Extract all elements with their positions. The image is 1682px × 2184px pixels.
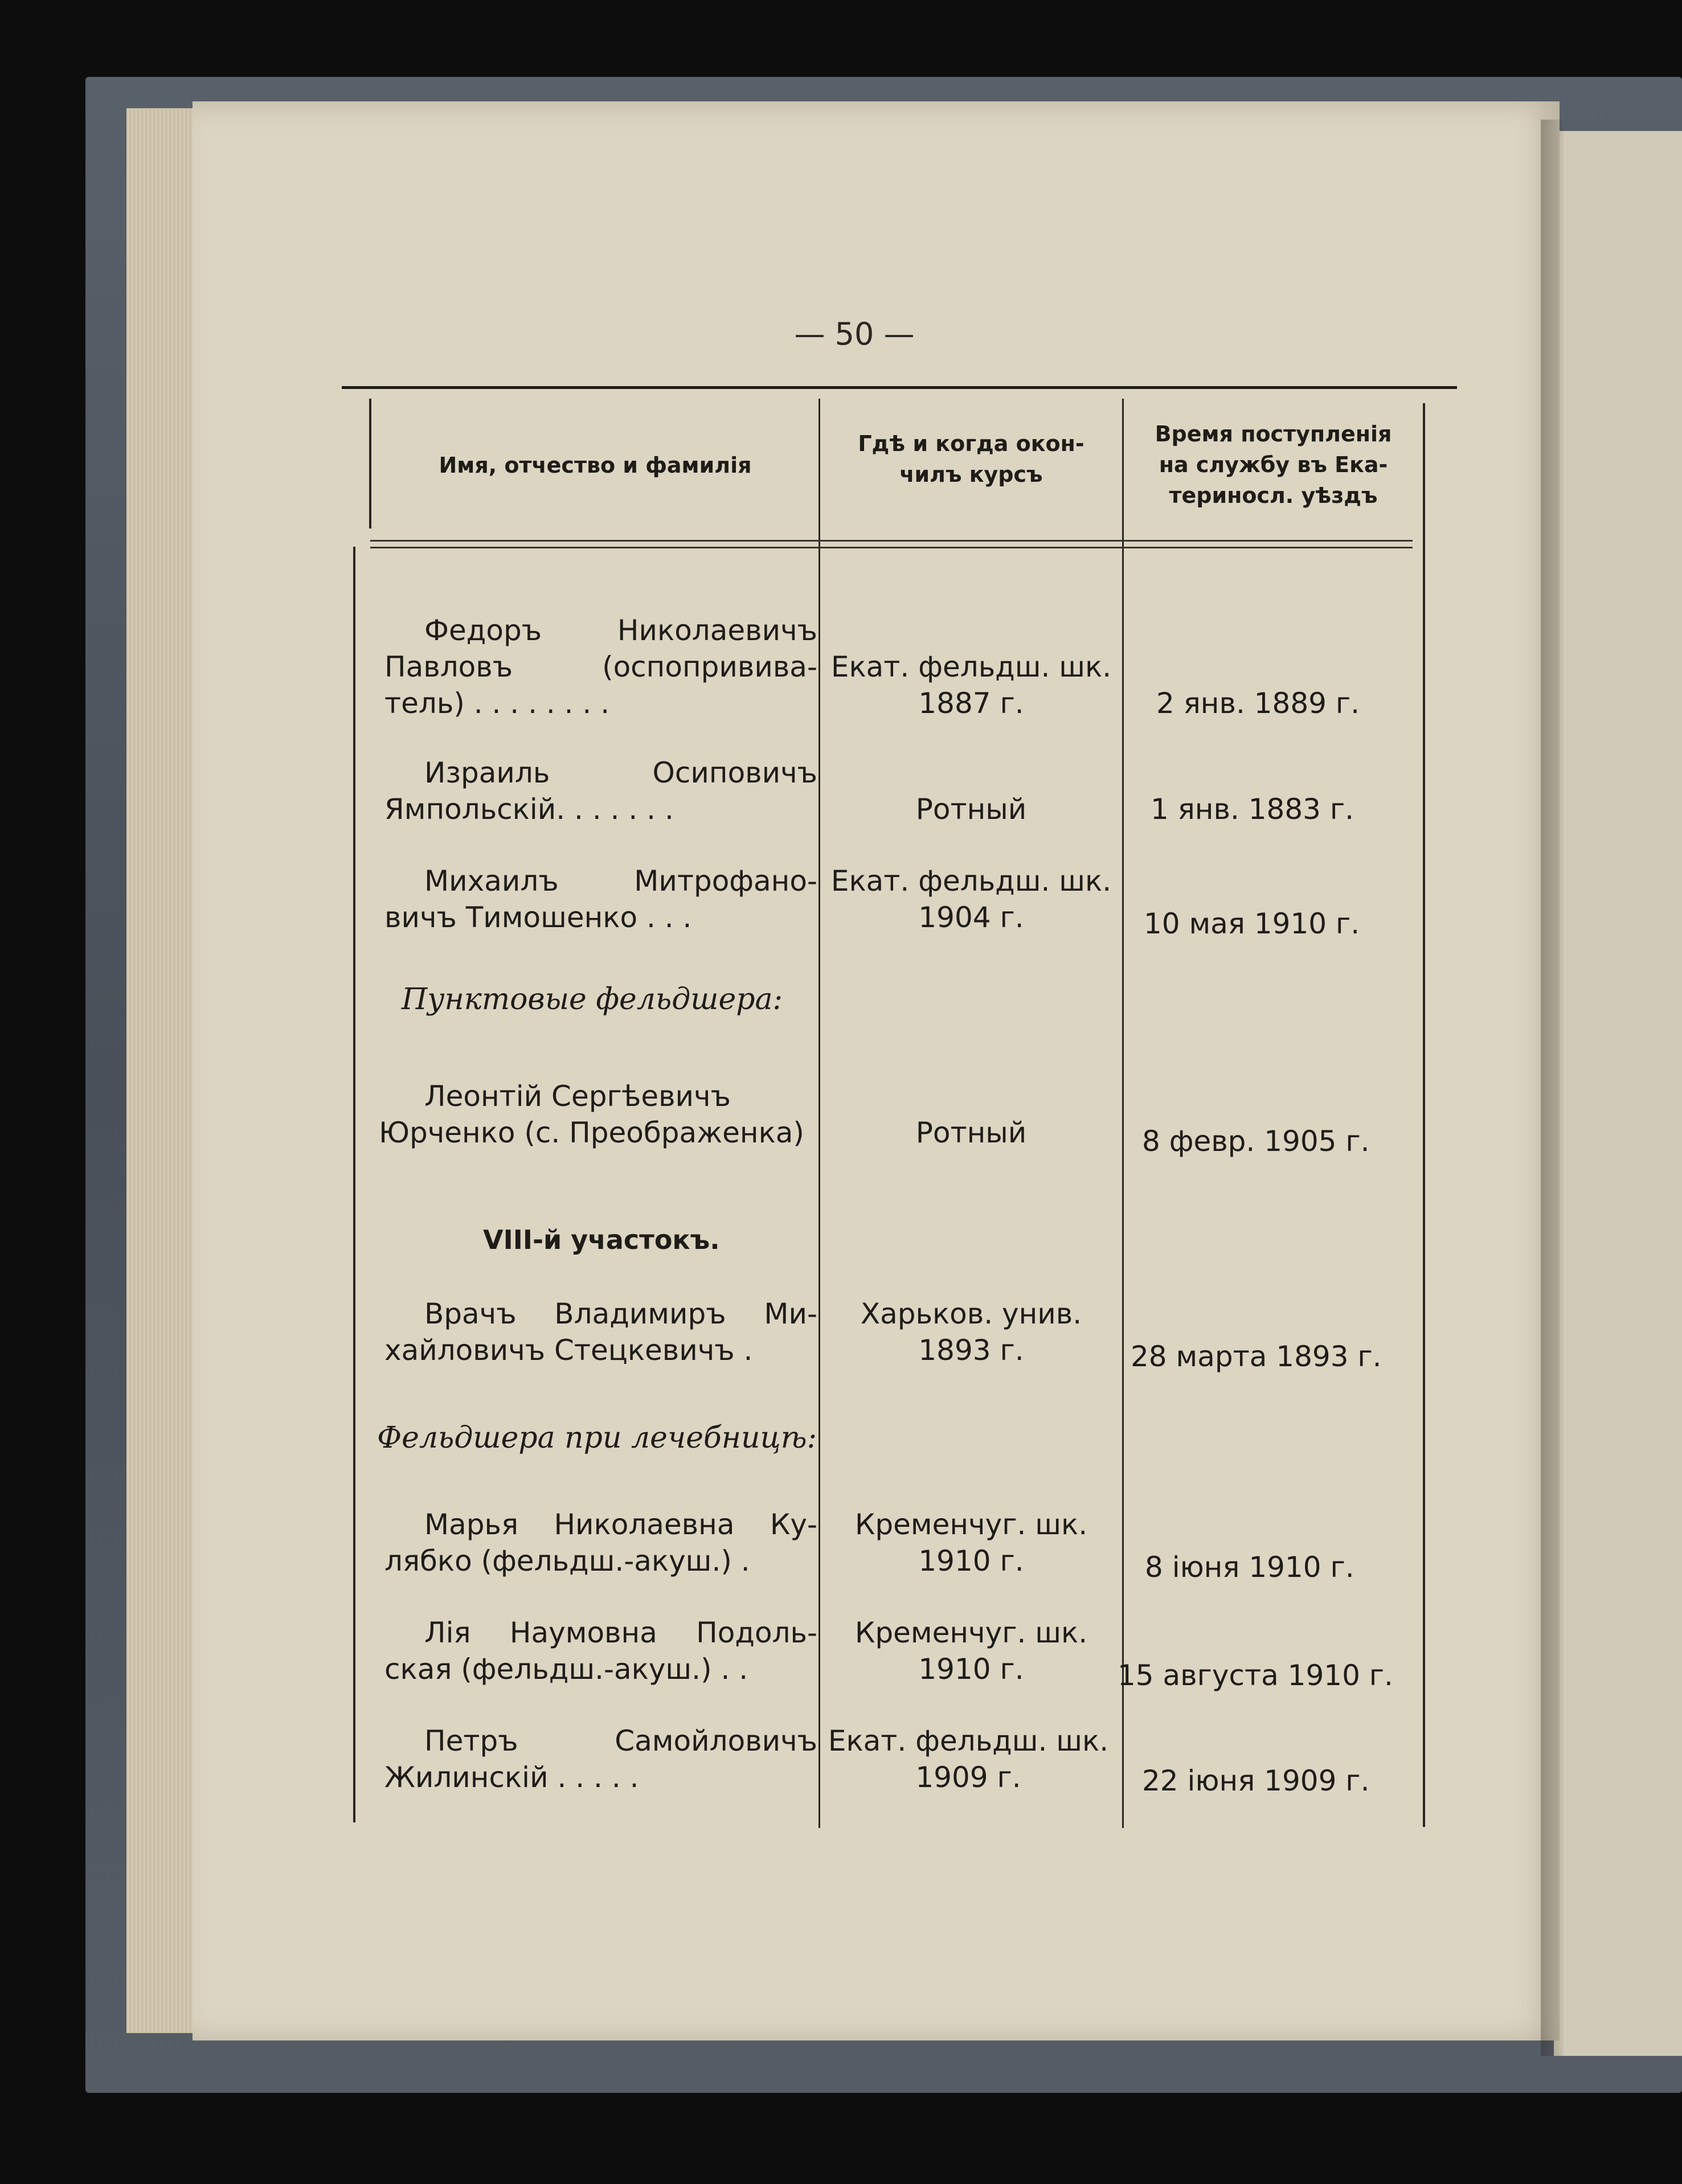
table-row-service: 1 янв. 1883 г. xyxy=(1151,793,1354,826)
table-row-school: Кременчуг. шк. 1910 г. xyxy=(854,1616,1088,1686)
table-row-school: Екат. фельдш. шк. 1887 г. xyxy=(830,650,1112,720)
header-rule-1 xyxy=(370,540,1413,542)
page-number: — 50 — xyxy=(794,316,915,352)
facing-page-edge xyxy=(1554,131,1682,2056)
table-row-school: Ротный xyxy=(915,793,1027,826)
table-row-school: Харьков. унив. 1893 г. xyxy=(860,1297,1082,1367)
table-top-rule xyxy=(342,386,1457,389)
table-row-service: 8 іюня 1910 г. xyxy=(1145,1551,1354,1584)
table-row-school: Екат. фельдш. шк. 1909 г. xyxy=(828,1724,1109,1794)
table-row-name: Федоръ Николаевичъ Павловъ (оспопривива- тель) . . . . . . . . xyxy=(384,614,817,720)
table-row-service: 22 іюня 1909 г. xyxy=(1142,1764,1370,1797)
header-service-line2: на службу въ Ека- xyxy=(1159,452,1388,477)
table-row-school: Ротный xyxy=(915,1116,1027,1149)
header-school-line1: Гдѣ и когда окон- xyxy=(858,431,1084,456)
table-row-service: 2 янв. 1889 г. xyxy=(1156,687,1360,720)
section-heading: VIII-й участокъ. xyxy=(483,1224,720,1255)
header-service-line3: териносл. уѣздъ xyxy=(1169,483,1378,508)
book-gutter xyxy=(1541,120,1564,2056)
table-row-name: Петръ Самойловичъ Жилинскій . . . . . xyxy=(384,1724,817,1794)
header-school xyxy=(823,428,1119,490)
table-row-service: 28 марта 1893 г. xyxy=(1131,1340,1382,1373)
header-rule-2 xyxy=(370,547,1413,548)
section-heading: Пунктовые фельдшера: xyxy=(402,982,783,1017)
table-right-border xyxy=(1423,403,1425,1827)
header-school-line2: чилъ курсъ xyxy=(899,462,1043,487)
table-left-border xyxy=(353,547,355,1822)
page-stack-edge xyxy=(126,108,200,2033)
table-row-service: 15 августа 1910 г. xyxy=(1118,1659,1393,1692)
column-divider-2 xyxy=(1122,399,1124,1828)
table-row-name: Леонтій Сергѣевичъ Юрченко (с. Преображенка) xyxy=(379,1080,804,1149)
table-row-name: Врачъ Владимиръ Ми- хайловичъ Стецкевичъ . xyxy=(384,1297,817,1367)
column-divider-1 xyxy=(819,399,820,1828)
table-row-school: Кременчуг. шк. 1910 г. xyxy=(854,1508,1088,1577)
header-service xyxy=(1127,419,1420,511)
table-row-service: 8 февр. 1905 г. xyxy=(1142,1125,1370,1158)
table-row-name: Лія Наумовна Подоль- ская (фельдш.-акуш.) . . xyxy=(384,1616,817,1686)
table-row-name: Михаилъ Митрофано- вичъ Тимошенко . . . xyxy=(384,864,817,934)
table-row-school: Екат. фельдш. шк. 1904 г. xyxy=(830,864,1112,934)
table-left-border-header xyxy=(369,399,371,528)
table-row-name: Израиль Осиповичъ Ямпольскій. . . . . . . xyxy=(384,756,817,826)
table-row-service: 10 мая 1910 г. xyxy=(1144,907,1360,940)
table-row-name: Марья Николаевна Ку- лябко (фельдш.-акуш.) . xyxy=(384,1508,817,1577)
section-heading: Фельдшера при лечебницѣ: xyxy=(377,1421,817,1455)
header-service-line1: Время поступленія xyxy=(1155,421,1392,446)
header-name: Имя, отчество и фамилія xyxy=(439,453,752,478)
